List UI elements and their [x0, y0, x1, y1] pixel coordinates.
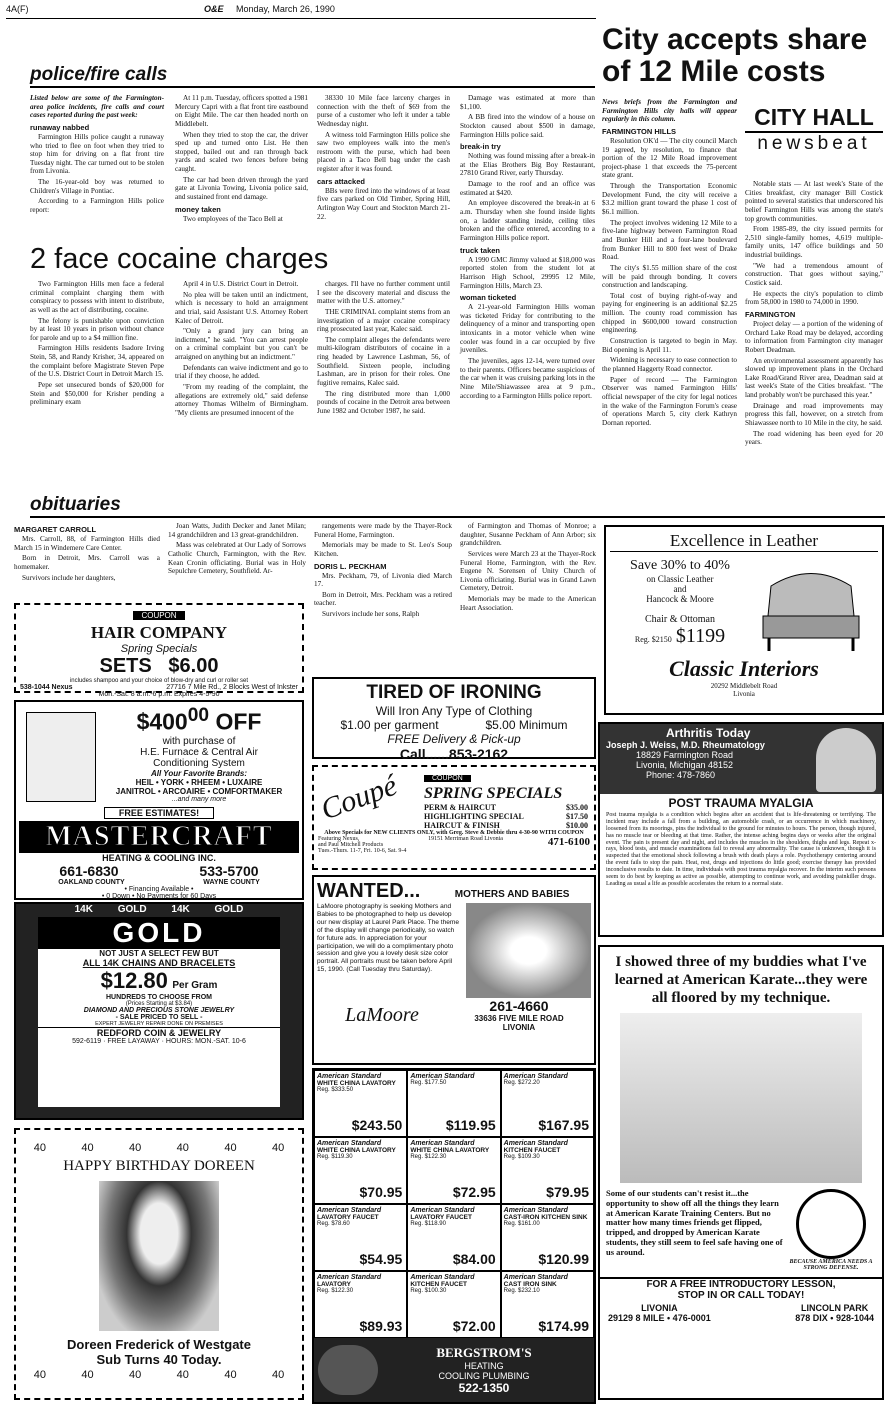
classic-interiors-logo: Classic Interiors	[669, 656, 819, 681]
paragraph: Project delay — a portion of the widening of Orchard Lake Road may be delayed, according to information from Farmington city manager Robert Deadman.	[745, 319, 883, 354]
paragraph: No plea will be taken until an indictment, which is necessary to hold an arraignment and trial, said Assistant U.S. Attorney Robert Kalec of Detroit.	[175, 290, 308, 325]
logo-city-hall: CITY HALL	[745, 104, 883, 133]
plumbing-item	[407, 1137, 500, 1204]
issue-date: Monday, March 26, 1990	[236, 4, 335, 14]
plumbing-item-name: WHITE CHINA LAVATORY	[410, 1147, 490, 1154]
paragraph: The road widening has been eyed for 20 years.	[745, 429, 883, 447]
plumbing-item-reg: Reg. $272.20	[503, 1080, 540, 1086]
section-subhead: runaway nabbed	[30, 122, 90, 132]
furnace-payments: • 0 Down • No Payments for 60 Days	[101, 892, 217, 900]
furnace-line-4: All Your Favorite Brands:	[150, 768, 248, 778]
leather-city: Livonia	[733, 690, 755, 698]
plumbing-item-reg: Reg. $100.30	[410, 1288, 447, 1294]
faucet-logo-icon	[318, 1345, 378, 1395]
city-hall-logo	[745, 104, 883, 164]
plumbing-item-name: KITCHEN FAUCET	[410, 1281, 468, 1288]
birthday-40: 40	[129, 1142, 142, 1154]
bergstroms-cooling: COOLING PLUMBING	[438, 1371, 530, 1381]
plumbing-item	[314, 1070, 407, 1137]
city-col-2	[745, 180, 883, 500]
birthday-caption-1: Doreen Frederick of Westgate	[67, 1337, 251, 1352]
spring-title: SPRING SPECIALS	[424, 785, 563, 802]
plumbing-item-name: CAST-IRON KITCHEN SINK	[503, 1214, 588, 1221]
city-headline: City accepts share of 12 Mile costs	[602, 23, 868, 88]
furnace-line-2: H.E. Furnace & Central Air	[140, 746, 258, 758]
police-heading: police/fire calls	[30, 64, 595, 88]
ironing-line-1: Will Iron Any Type of Clothing	[375, 704, 533, 718]
american-standard-logo: American Standard	[317, 1140, 382, 1147]
spring-price-3: $10.00	[566, 821, 588, 830]
furnace-financing: • Financing Available •	[124, 885, 194, 893]
spring-city: Livonia	[484, 836, 503, 842]
birthday-ad	[14, 1128, 304, 1400]
spring-coupon-tag: COUPON	[424, 775, 471, 782]
ironing-phone: Call......853-2162	[399, 746, 509, 762]
leather-line-3: Hancock & Moore	[646, 594, 714, 604]
furnace-phone-2: 533-5700	[199, 862, 259, 879]
hair-coupon-tag: COUPON	[133, 611, 184, 620]
paragraph: Mrs. Carroll, 88, of Farmington Hills died March 15 in Windemere Care Center.	[14, 535, 160, 552]
karate-emblem-icon	[796, 1189, 866, 1259]
cocaine-col-1	[30, 280, 164, 490]
american-standard-logo: American Standard	[503, 1073, 568, 1080]
gold-layaway: FREE LAYAWAY	[107, 1038, 160, 1045]
paragraph: Survivors include her daughters,	[22, 573, 116, 582]
gold-phone: 592-6119	[72, 1038, 102, 1045]
plumbing-item-reg: Reg. $333.50	[317, 1087, 354, 1093]
logo-newsbeat: newsbeat	[757, 133, 871, 154]
arthritis-address-1: 18829 Farmington Road	[636, 750, 734, 760]
paragraph: Construction is targeted to begin in May. Bid opening is April 11.	[602, 337, 737, 354]
section-subhead: MARGARET CARROLL	[14, 525, 97, 534]
paragraph: rangements were made by the Thayer-Rock Funeral Home, Farmington.	[314, 522, 452, 539]
plumbing-item-price: $89.93	[359, 1318, 403, 1334]
mastercraft-logo: MASTERCRAFT	[19, 821, 299, 853]
cocaine-col-3	[317, 280, 450, 490]
birthday-40: 40	[81, 1369, 94, 1381]
paragraph: At 11 p.m. Tuesday, officers spotted a 1981 Mercury Capri with a flat front tire eastbound on Eight Mile. The car then headed north on Middlebelt.	[175, 94, 308, 128]
leather-line-1: on Classic Leather	[646, 574, 714, 584]
section-subhead: truck taken	[460, 245, 501, 255]
paragraph: "Only a grand jury can bring an indictment," he said. "You can arrest people on a criminal complaint but you can't be arraigned on anything but an indictment."	[175, 327, 308, 362]
karate-offer-1: FOR A FREE INTRODUCTORY LESSON,	[600, 1277, 882, 1290]
paragraph: Through the Transportation Economic Development Fund, the city will receive a $3.2 million grant toward the phase 1 cost of $6.1 million.	[602, 182, 737, 217]
mother-baby-photo	[466, 903, 591, 998]
paragraph: An environmental assessment apparently has slowed up improvement plans in the Orchard Lake Road/Grand River area, Deadman said at last week's State of the Cities breakfast. "The land probably won't be purchased this year."	[745, 356, 883, 400]
paragraph: Farmington Hills police caught a runaway who tried to flee on foot when they tried to stop him for driving on a flat front tire Tuesday night. The car turned out to be stolen from Livonia.	[30, 132, 164, 176]
paragraph: From 1985-89, the city issued permits for 2,510 single-family homes, 4,619 multiple-family units, 147 office buildings and 50 industrial buildings.	[745, 225, 883, 260]
obit-col-4	[460, 522, 596, 612]
paragraph: The 16-year-old boy was returned to Children's Village in Pontiac.	[30, 178, 164, 195]
paragraph: Paper of record — The Farmington Observer was named Farmington Hills' official newspaper of the city for legal notices in the wake of the Farmington Forum's cease of operations March 5, city clerk Kathryn Dornan reported.	[602, 375, 737, 427]
paper-name: O&E	[204, 4, 224, 14]
plumbing-item-name: CAST IRON SINK	[503, 1281, 557, 1288]
birthday-40: 40	[176, 1369, 189, 1381]
leather-sale-price: $1199	[675, 625, 726, 647]
section-subhead: cars attacked	[317, 176, 365, 186]
gold-top-2: 14K GOLD	[171, 904, 244, 915]
paragraph: THE CRIMINAL complaint stems from an investigation of a major cocaine conspiracy ring prosecuted last year, Kalec said.	[317, 307, 450, 334]
plumbing-item	[501, 1204, 594, 1271]
karate-address-1: 29129 8 MILE • 476-0001	[608, 1313, 711, 1323]
paragraph: Notable stats — At last week's State of the Cities breakfast, city manager Bill Costick pointed to several statistics that underscored his belief Farmington Hills was among the state's top growth communities.	[745, 180, 883, 223]
furnace-ad: $\$400^{00}$ OFF with purchase of H.E. Furnace & Central Air Conditioning System All Your Favorite Brands: HEIL • YORK • RHEEM • LUXAIRE JANITROL • ARCOAIRE • COMFORTMAKER ...and many more FREE ESTIMATES! MASTERCRAFT HEATING & COOLING INC. 661-6830 533-5700 OAKLAND COUNTY WAYNE COUNTY • Financing Available • • 0 Down • No Payments for 60 Days	[14, 700, 304, 900]
paragraph: Born in Detroit, Mrs. Carroll was a homemaker.	[14, 554, 160, 571]
spring-item-2: HIGHLIGHTING SPECIAL	[424, 812, 524, 821]
spring-note: Above Specials for NEW CLIENTS ONLY, with Greg. Steve & Debbie thru 4-30-90 WITH COUPON	[324, 830, 584, 836]
plumbing-item-name: LAVATORY FAUCET	[317, 1214, 379, 1221]
plumbing-item	[407, 1204, 500, 1271]
plumbing-item-name: KITCHEN FAUCET	[503, 1147, 561, 1154]
paragraph: The ring distributed more than 1,000 pounds of cocaine in the Detroit area between June 1982 and October 1987, he said.	[317, 389, 450, 415]
plumbing-item-reg: Reg. $118.90	[410, 1221, 446, 1227]
paragraph: Damage was estimated at more than $1,100.	[460, 94, 595, 111]
city-intro: News briefs from the Farmington and Farmington Hills city halls will appear regularly in this column.	[602, 98, 737, 124]
american-standard-logo: American Standard	[410, 1274, 475, 1281]
gold-per-gram: Per Gram	[172, 980, 218, 991]
birthday-40: 40	[33, 1369, 46, 1381]
arthritis-doctor: Joseph J. Weiss, M.D. Rheumatology	[606, 740, 765, 750]
paragraph: A 1990 GMC Jimmy valued at $18,000 was reported stolen from the student lot at Harrison High School, 29995 12 Mile, Farmington Hills, March 23.	[460, 255, 595, 290]
paragraph: Widening is necessary to ease connection to the planned Haggerty Road connector.	[602, 356, 737, 373]
birthday-40: 40	[129, 1369, 142, 1381]
leather-address: 20292 Middlebelt Road	[710, 682, 778, 690]
paragraph: The felony is punishable upon conviction by at least 10 years in prison without chance for parole and up to a $4 million fine.	[30, 316, 164, 342]
hair-company-name: HAIR COMPANY	[90, 623, 228, 642]
plumbing-item-price: $119.95	[445, 1117, 496, 1133]
section-subhead: break-in try	[460, 142, 501, 152]
plumbing-item-reg: Reg. $161.00	[503, 1221, 540, 1227]
karate-body: Some of our students can't resist it...the opportunity to show off all the things they learn at American Karate Training Centers. But no matter how many times friends get flipped, tripped, and dropped by American Karate students, they still seem to feel safe having one of us around.	[606, 1188, 783, 1257]
hair-specials: Spring Specials	[120, 643, 198, 655]
paragraph: The project involves widening 12 Mile to a five-lane highway between Farmington Road and Bunker Hill and a four-lane boulevard from Bunker Hill to 800 feet west of Drake Road.	[602, 218, 737, 262]
paragraph: Drainage and road improvements may progress this fall, however, on a stretch from Shiawassee north to 10 Mile in the city, he said.	[745, 401, 883, 428]
obit-col-2	[168, 522, 306, 602]
paragraph: The complaint alleges the defendants were multi-kilogram distributors of cocaine in a ring headed by Lawrence Lashman, 56, of Southfield. Sixteen people, including Lashman, are in prison for their roles. One fugitive remains, Kalec said.	[317, 335, 450, 388]
furnace-sub: HEATING & COOLING INC.	[102, 852, 216, 863]
karate-offer-2: STOP IN OR CALL TODAY!	[677, 1290, 805, 1301]
arthritis-address-2: Livonia, Michigan 48152	[636, 760, 734, 770]
ironing-delivery: FREE Delivery & Pick-up	[387, 732, 521, 746]
paragraph: April 4 in U.S. District Court in Detroit.	[183, 280, 299, 288]
plumbing-item-reg: Reg. $78.60	[317, 1221, 350, 1227]
wanted-address: 33636 FIVE MILE ROAD	[474, 1014, 564, 1023]
police-intro: Listed below are some of the Farmington-area police incidents, fire calls and court cases reported during the past week:	[30, 94, 164, 120]
spring-products: and Paul Mitchell Products	[318, 842, 384, 848]
gold-ad: 14K GOLD 14K GOLD GOLD NOT JUST A SELECT FEW BUT ALL 14K CHAINS AND BRACELETS $12.80 Per Gram HUNDREDS TO CHOOSE FROM (Prices Starting at $3.84) DIAMOND AND PRECIOUS STONE JEWELRY - SALE PRICED TO SELL - EXPERT JEWELRY REPAIR DONE ON PREMISES REDFORD COIN & JEWELRY 592-6119 · FREE LAYAWAY · HOURS: MON.-SAT. 10-6	[14, 902, 304, 1120]
plumbing-item-reg: Reg. $177.50	[410, 1080, 447, 1086]
plumbing-item-name: WHITE CHINA LAVATORY	[317, 1080, 396, 1087]
birthday-40: 40	[176, 1142, 189, 1154]
paragraph: charges. I'll have no further comment until I see the discovery material and discuss the matter with the U.S. attorney."	[317, 280, 450, 306]
american-standard-logo: American Standard	[317, 1207, 382, 1214]
obituaries-heading: obituaries	[30, 494, 885, 518]
paragraph: When they tried to stop the car, the driver sped up and turned onto List. He then stopped, bailed out and ran through back yards and scaled two fences before being caught.	[175, 130, 308, 174]
plumbing-item-reg: Reg. $119.30	[317, 1154, 353, 1160]
furnace-free-estimates: FREE ESTIMATES!	[104, 807, 214, 819]
gold-top-1: 14K GOLD	[74, 904, 147, 915]
cocaine-headline: 2 face cocaine charges	[30, 243, 329, 275]
paragraph: Born in Detroit, Mrs. Peckham was a retired teacher.	[314, 590, 452, 608]
karate-quote: I showed three of my buddies what I've learned at American Karate...they were all floored by my technique.	[614, 954, 868, 1006]
plumbing-item	[407, 1271, 500, 1338]
american-standard-logo: American Standard	[317, 1073, 382, 1080]
ironing-ad	[312, 677, 596, 762]
city-col-1	[602, 98, 737, 498]
bergstroms-logo: BERGSTROM'S	[436, 1345, 532, 1360]
american-standard-logo: American Standard	[410, 1140, 475, 1147]
gold-line-6: - SALE PRICED TO SELL -	[115, 1014, 203, 1021]
spring-specials-ad	[312, 765, 596, 870]
furnace-phone-1: 661-6830	[59, 862, 119, 879]
paragraph: Farmington Hills residents Isadore Irving Stein, 58, and Randy Krisher, 34, appeared on the complaint before Magistrate Steven Pepe of the U.S. District Court in Detroit March 15.	[30, 344, 164, 379]
karate-ad	[598, 945, 884, 1400]
wanted-title: WANTED...	[317, 880, 421, 902]
karate-location-1: LIVONIA	[641, 1303, 678, 1313]
bergstroms-heating: HEATING	[464, 1361, 504, 1371]
spring-price-1: $35.00	[566, 803, 588, 812]
paragraph: Mrs. Peckham, 79, of Livonia died March 17.	[314, 571, 452, 589]
furnace-line-1: with purchase of	[162, 735, 236, 747]
paragraph: Two Farmington Hills men face a federal criminal complaint charging them with conspiracy to possess with intent to distribute, as well as the act of distributing, cocaine.	[30, 280, 164, 314]
gold-line-1: NOT JUST A SELECT FEW BUT	[99, 949, 219, 958]
arthritis-title: Arthritis Today	[666, 726, 751, 740]
plumbing-item-price: $54.95	[359, 1251, 403, 1267]
paragraph: Damage to the roof and an office was estimated at $420.	[460, 180, 595, 197]
bergstroms-phone: 522-1350	[458, 1381, 510, 1395]
furnace-county-1: OAKLAND COUNTY	[58, 878, 125, 886]
ironing-minimum: $5.00 Minimum	[485, 718, 568, 732]
plumbing-item	[314, 1271, 407, 1338]
spring-item-3: HAIRCUT & FINISH	[424, 821, 500, 830]
american-standard-logo: American Standard	[503, 1140, 568, 1147]
furnace-brands-1: HEIL • YORK • RHEEM • LUXAIRE	[135, 777, 263, 787]
doreen-photo	[99, 1181, 219, 1331]
police-col-2	[175, 94, 308, 244]
hair-address: 27716 7 Mile Rd., 2 Blocks West of Inkster	[166, 684, 298, 691]
furnace-off: OFF	[215, 708, 262, 735]
paragraph: "From my reading of the complaint, the allegations are extremely old," said defense attorney Thomas Wilhelm of Birmingham. "My clients are presumed innocent of the	[175, 383, 308, 417]
paragraph: Nothing was found missing after a break-in at the Elias Brothers Big Boy Restaurant, 27810 Grand River, early Thursday.	[460, 152, 595, 178]
wanted-body: LaMoore photography is seeking Mothers and Babies to be photographed to help us develop our new display at Laurel Park Place. The theme of the display will change periodically, so watch for future ads. In appreciation for your participation, we will do a complimentary photo session and give you a lovely desk size color portrait. All portraits must be taken before April 15, 1990. (Call Tuesday thru Saturday).	[317, 903, 460, 974]
plumbing-item	[407, 1070, 500, 1137]
hair-hours: Mon.-Sat. 8 a.m.-6 p.m.	[98, 691, 173, 698]
birthday-40: 40	[271, 1142, 285, 1154]
paragraph: Survivors include her sons, Ralph	[322, 610, 420, 619]
leather-ad	[604, 525, 884, 715]
american-standard-logo: American Standard	[410, 1207, 475, 1214]
hair-nexus: Nexus	[51, 684, 73, 691]
section-subhead: FARMINGTON HILLS	[602, 126, 677, 136]
american-standard-logo: American Standard	[410, 1073, 475, 1080]
plumbing-item	[501, 1137, 594, 1204]
hair-phone: 538-1044	[20, 684, 50, 691]
plumbing-item-price: $120.99	[538, 1251, 589, 1267]
gold-line-7: EXPERT JEWELRY REPAIR DONE ON PREMISES	[95, 1021, 223, 1027]
furnace-brands-2: JANITROL • ARCOAIRE • COMFORTMAKER	[115, 786, 283, 796]
paragraph: A witness told Farmington Hills police she saw two employees walk into the men's restroom with the purse, which had been placed in a Taco Bell bag under the cash register after it was found.	[317, 130, 450, 174]
police-col-4	[460, 94, 595, 482]
lamoore-signature: LaMoore	[345, 1003, 419, 1026]
paragraph: BBs were fired into the windows of at least five cars parked on Old Timber, Spring Hill, Arlington Way Court and Stockton March 21-22.	[317, 186, 450, 221]
furnace-illustration	[26, 712, 96, 802]
plumbing-item	[314, 1204, 407, 1271]
plumbing-item-price: $84.00	[452, 1251, 496, 1267]
section-subhead: money taken	[175, 204, 221, 214]
cocaine-col-2	[175, 280, 308, 490]
gold-store: REDFORD COIN & JEWELRY	[38, 1027, 280, 1038]
american-standard-logo: American Standard	[317, 1274, 382, 1281]
paragraph: Defendants can waive indictment and go to trial if they choose, he added.	[175, 363, 308, 381]
hair-price: $6.00	[168, 655, 219, 677]
spring-item-1: PERM & HAIRCUT	[424, 803, 496, 812]
plumbing-item-reg: Reg. $109.30	[503, 1154, 540, 1160]
plumbing-item	[501, 1070, 594, 1137]
plumbing-item-reg: Reg. $122.30	[410, 1154, 447, 1160]
birthday-caption-2: Sub Turns 40 Today.	[96, 1352, 222, 1367]
hair-sets: SETS	[99, 655, 152, 677]
paragraph: Pepe set unsecured bonds of $20,000 for Stein and $50,000 for Krisher pending a preliminary exam	[30, 381, 164, 407]
plumbing-item-price: $174.99	[538, 1318, 589, 1334]
spring-hours: Tues.-Thurs. 11-7, Fri. 10-6, Sat. 9-4	[318, 848, 407, 854]
section-subhead: DORIS L. PECKHAM	[314, 561, 387, 571]
american-standard-logo: American Standard	[503, 1274, 568, 1281]
birthday-title: HAPPY BIRTHDAY DOREEN	[63, 1158, 255, 1174]
wanted-sub: MOTHERS AND BABIES	[454, 889, 570, 900]
leather-line-2: and	[673, 584, 687, 594]
plumbing-item	[501, 1271, 594, 1338]
arthritis-heading: POST TRAUMA MYALGIA	[668, 796, 814, 810]
plumbing-item-price: $79.95	[546, 1184, 589, 1200]
birthday-40: 40	[224, 1142, 237, 1154]
paragraph: The city's $1.55 million share of the cost will be paid through bonding. It covers construction and landscaping.	[602, 263, 737, 290]
gold-line-4: (Prices Starting at $3.84)	[125, 1001, 193, 1007]
birthday-40: 40	[271, 1369, 285, 1381]
police-col-3	[317, 94, 450, 244]
plumbing-item-name: LAVATORY FAUCET	[410, 1214, 472, 1221]
birthday-40: 40	[33, 1142, 46, 1154]
plumbing-item	[314, 1137, 407, 1204]
page-header	[6, 4, 596, 24]
arthritis-ad	[598, 722, 884, 937]
paragraph: The juveniles, ages 12-14, were turned over to their parents. Officers became suspicious of the car when it was cruising parking lots in the Nine Mile/Shiawassee area at 9 p.m., according to a Farmington Hills police report.	[460, 357, 595, 400]
plumbing-item-reg: Reg. $122.30	[317, 1288, 354, 1294]
furnace-county-2: WAYNE COUNTY	[203, 878, 260, 886]
furnace-more: ...and many more	[171, 795, 227, 803]
paragraph: A BB fired into the window of a house on Stockton caused about $500 in damage, Farmington Hills police said.	[460, 113, 595, 139]
paragraph: A 21-year-old Farmington Hills woman was ticketed Friday for contributing to the delinquency of a minor and transporting open intoxicants in a motor vehicle when wine cooler was found in a car occupied by five juveniles.	[460, 303, 595, 355]
paragraph: Joan Watts, Judith Decker and Janet Milan; 14 grandchildren and 13 great-grandchildren.	[168, 522, 306, 539]
doctor-photo	[816, 728, 876, 792]
birthday-40: 40	[81, 1142, 94, 1154]
leather-save: Save 30% to 40%	[630, 558, 730, 573]
paragraph: The car had been driven through the yard gate at Livonia Towing, Livonia police said, and sustained front end damage.	[175, 175, 308, 202]
hair-expires: Expires 4-5-90	[173, 691, 220, 698]
police-col-1	[30, 94, 164, 244]
wanted-city: LIVONIA	[502, 1023, 536, 1032]
furnace-discount: $400	[136, 708, 188, 735]
coupe-logo: Coupé	[316, 768, 402, 827]
gold-price: $12.80	[100, 968, 168, 993]
paragraph: Memorials may be made to the American Heart Association.	[460, 595, 596, 612]
plumbing-ad	[312, 1068, 596, 1404]
plumbing-item-price: $167.95	[538, 1117, 589, 1133]
karate-location-2: LINCOLN PARK	[800, 1303, 869, 1313]
paragraph: of Farmington and Thomas of Monroe; a daughter, Susanne Peckham of Ann Arbor; six grandchildren.	[460, 522, 596, 548]
karate-tagline: BECAUSE AMERICA NEEDS A STRONG DEFENSE.	[789, 1259, 873, 1271]
leather-title: Excellence in Leather	[610, 531, 878, 552]
plumbing-item-price: $70.95	[359, 1184, 403, 1200]
obit-col-3	[314, 522, 452, 619]
paragraph: Mass was celebrated at Our Lady of Sorrows Catholic Church, Farmington, with the Rev. Kean Cronin officiating. Burial was in Holy Sepulchre Cemetery, Southfield. Ar-	[168, 541, 306, 576]
leather-chair: Chair & Ottoman	[645, 614, 715, 625]
paragraph: Memorials may be made to St. Leo's Soup Kitchen.	[314, 541, 452, 558]
page-number: 4A(F)	[6, 4, 29, 14]
wanted-ad	[312, 875, 596, 1065]
chair-illustration	[750, 556, 878, 656]
paragraph: Two employees of the Taco Bell at	[183, 214, 283, 223]
gold-line-2: ALL 14K CHAINS AND BRACELETS	[82, 958, 236, 968]
paragraph: He expects the city's population to climb from 58,000 in 1980 to 74,000 in 1990.	[745, 289, 883, 307]
ironing-price: $1.00 per garment	[340, 718, 439, 732]
paragraph: An employee discovered the break-in at 6 a.m. Thursday when she found inside lights on, a ladder standing inside, ceiling tiles broken and the office entered, according to a Farmington Hills police report.	[460, 199, 595, 242]
ironing-title: TIRED OF IRONING	[366, 682, 542, 703]
plumbing-item-price: $243.50	[351, 1117, 403, 1133]
american-standard-logo: American Standard	[503, 1207, 568, 1214]
hair-company-ad	[14, 603, 304, 698]
gold-line-3: HUNDREDS TO CHOOSE FROM	[105, 994, 213, 1001]
obit-col-1	[14, 522, 160, 602]
section-subhead: woman ticketed	[460, 293, 517, 303]
arthritis-body: Post trauma myalgia is a condition which begins after an accident that is life-threatening or terrifying. The incident may include a fall from a building, an automobile crash, or an occurrence in which machinery, loosened from its moorings, pins the individual to the ground for minutes to hours. The person, though injured, has no muscle tear or bleeding at that time. Rather, the intense aching begins days or weeks after the original event. The pain is present day and night, and includes the muscles in the shoulders, thighs and legs. Repeat x-rays, blood tests, and muscle examinations fail to reveal any abnormality. The cause is unknown, though it is suspected that the emotional shock following a brush with death plays a role. Psychotherapy centering around the event fails to stop the pain. Heat, rest, drugs and injections do little good; exercise therapy has provided inconclusive results to date. In time, individuals with post trauma myalgia recover. In the interim such persons seem to do best by keeping as active as possible, attempting to continue work, and avoiding painkiller drugs. Leading as usual a life as possible accelerates the return to a normal state.	[606, 812, 876, 887]
wanted-phone: 261-4660	[489, 998, 549, 1014]
birthday-40: 40	[224, 1369, 237, 1381]
gold-logo: GOLD	[38, 917, 280, 949]
furnace-line-3: Conditioning System	[153, 757, 245, 769]
plumbing-item-reg: Reg. $232.10	[503, 1288, 540, 1294]
paragraph: Resolution OK'd — The city council March 19 agreed, by resolution, to finance that portion of the 12 Mile Road improvement project-phase 1 that exceeds the 75-percent state grant.	[602, 136, 737, 180]
spring-price-2: $17.50	[566, 812, 588, 821]
hair-note: includes shampoo and your choice of blow-dry and curl or roller set	[69, 678, 249, 684]
spring-phone: 471-6100	[547, 836, 590, 848]
karate-photo	[620, 1013, 862, 1183]
plumbing-item-price: $72.00	[452, 1318, 496, 1334]
gold-hours: HOURS: MON.-SAT. 10-6	[165, 1038, 246, 1045]
karate-address-2: 878 DIX • 928-1044	[795, 1313, 874, 1323]
paragraph: Services were March 23 at the Thayer-Rock Funeral Home, Farmington, with the Rev. Eugene N. Sorensen of Unity Church of Livonia officiating. Burial was in Grand Lawn Cemetery, Detroit.	[460, 549, 596, 593]
plumbing-item-name: LAVATORY	[317, 1281, 351, 1288]
paragraph: "We had a tremendous amount of construction. That goes without saying," Costick said.	[745, 261, 883, 288]
plumbing-item-price: $72.95	[452, 1184, 496, 1200]
spring-featuring: Featuring Nexus,	[318, 836, 360, 842]
paragraph: Total cost of buying right-of-way and paying for engineering is an additional $2.25 million. The county road commission has chipped in $600,000 toward construction engineering.	[602, 291, 737, 335]
leather-reg-price: Reg. $2150	[634, 635, 672, 644]
plumbing-item-name: WHITE CHINA LAVATORY	[317, 1147, 396, 1154]
paragraph: 38330 10 Mile face larceny charges in connection with the theft of $69 from the purse of a customer who left it under a table Wednesday night.	[317, 94, 450, 128]
gold-line-5: DIAMOND AND PRECIOUS STONE JEWELRY	[83, 1007, 235, 1014]
spring-address: 19151 Merriman Road	[428, 836, 483, 842]
section-subhead: FARMINGTON	[745, 309, 796, 319]
paragraph: According to a Farmington Hills police report:	[30, 197, 164, 215]
arthritis-phone: Phone: 478-7860	[646, 770, 716, 780]
